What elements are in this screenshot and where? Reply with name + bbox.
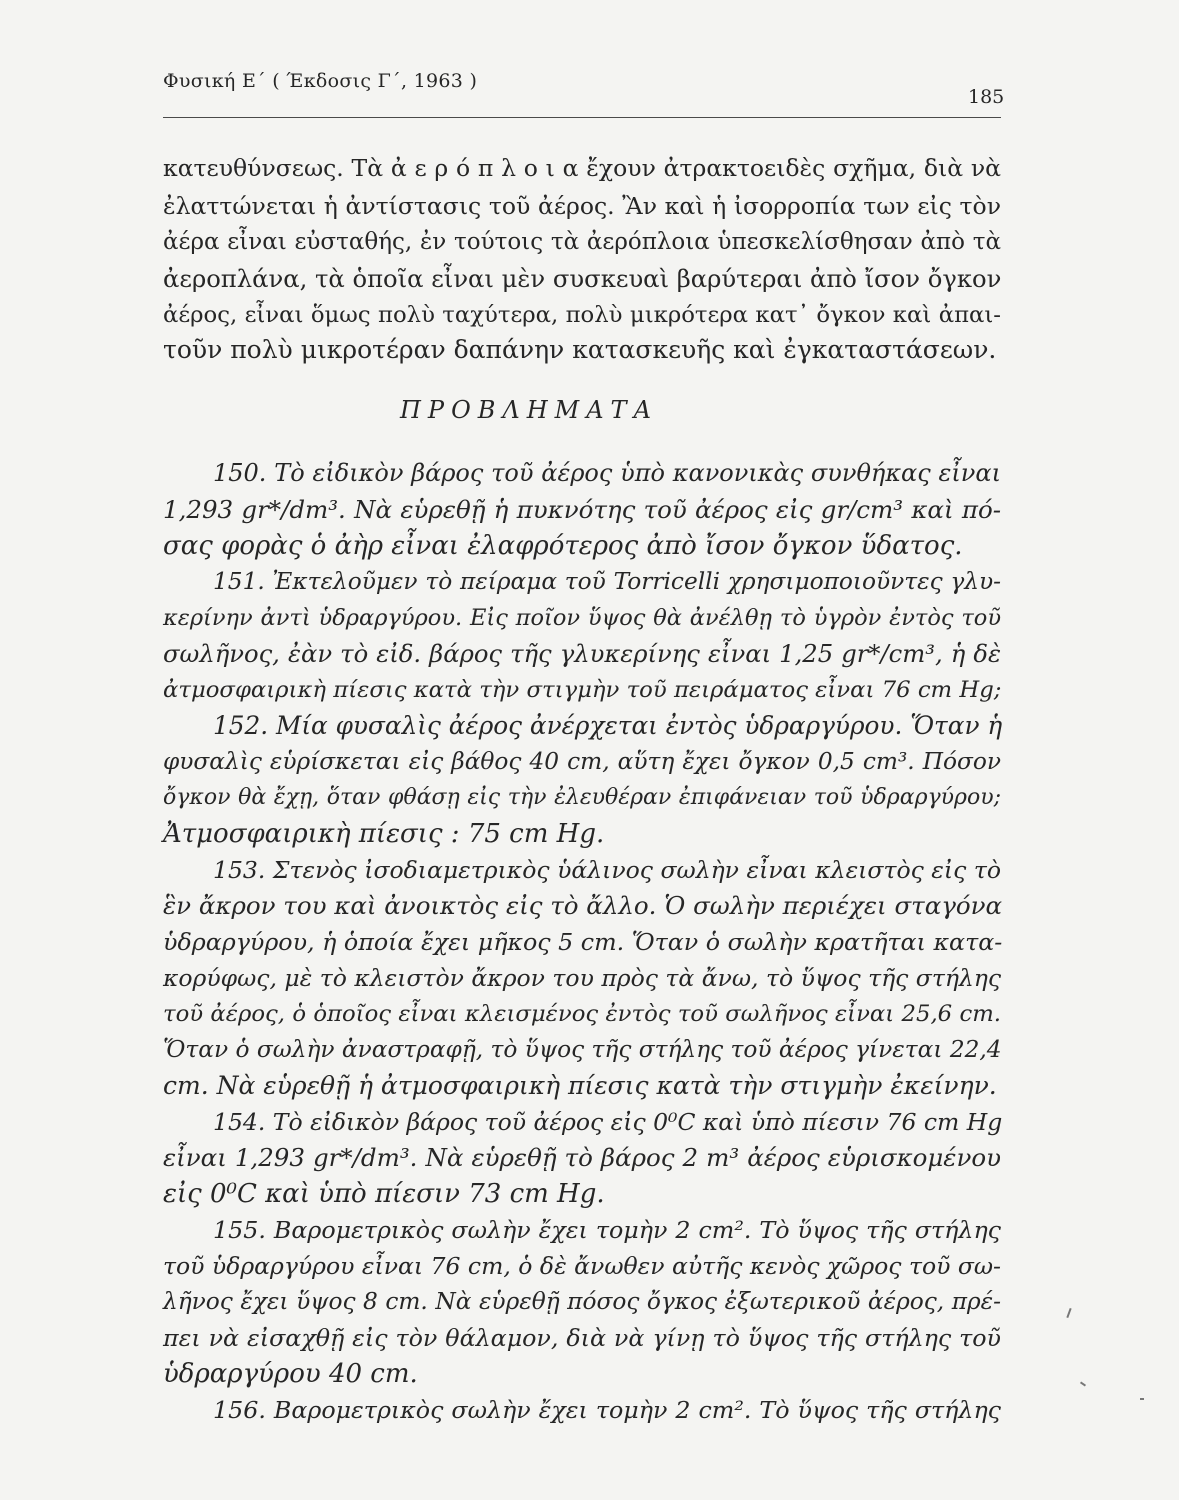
section-heading: ΠΡΟΒΛΗΜΑΤΑ (400, 396, 658, 424)
problem-154-line: 154. Τὸ εἰδικὸν βάρος τοῦ ἀέρος εἰς 0⁰C καὶ ὑπὸ πίεσιν 76 cm Hg (213, 1108, 1003, 1136)
problem-156-line: 156. Βαρομετρικὸς σωλὴν ἔχει τομὴν 2 cm². Τὸ ὕψος τῆς στήλης (213, 1396, 1001, 1424)
problem-152-line: 152. Μία φυσαλὶς ἀέρος ἀνέρχεται ἐντὸς ὑδραργύρου. Ὅταν ἡ (213, 711, 1003, 740)
text-line: ἀεροπλάνα, τὰ ὁποῖα εἶναι μὲν συσκευαὶ βαρύτεραι ἀπὸ ἴσον ὄγκον (163, 264, 1002, 293)
problem-152-line: ὄγκον θὰ ἔχῃ, ὅταν φθάσῃ εἰς τὴν ἐλευθέραν ἐπιφάνειαν τοῦ ὑδραργύρου; (163, 785, 1001, 810)
problem-150-line: σας φορὰς ὁ ἀὴρ εἶναι ἐλαφρότερος ἀπὸ ἴσον ὄγκον ὕδατος. (163, 531, 963, 561)
problem-151-line: 151. Ἐκτελοῦμεν τὸ πείραμα τοῦ Torricelli χρησιμοποιοῦντες γλυ- (213, 568, 1001, 595)
problem-153-line: ὑδραργύρου, ἡ ὁποία ἔχει μῆκος 5 cm. Ὅταν ὁ σωλὴν κρατῆται κατα- (163, 928, 1003, 956)
page-number: 185 (968, 86, 1005, 108)
problem-155-line: ὑδραργύρου 40 cm. (163, 1359, 418, 1389)
problem-153-line: κορύφως, μὲ τὸ κλειστὸν ἄκρον του πρὸς τὰ ἄνω, τὸ ὕψος τῆς στήλης (163, 964, 1002, 992)
problem-154-line: εἶναι 1,293 gr*/dm³. Νὰ εὑρεθῇ τὸ βάρος 2 m³ ἀέρος εὑρισκομένου (163, 1143, 1001, 1172)
text-line: ἀέρα εἶναι εὐσταθής, ἐν τούτοις τὰ ἀερόπλοια ὑπεσκελίσθησαν ἀπὸ τὰ (163, 229, 1001, 255)
problem-155-line: 155. Βαρομετρικὸς σωλὴν ἔχει τομὴν 2 cm². Τὸ ὕψος τῆς στήλης (213, 1216, 1001, 1244)
problem-154-line: εἰς 0⁰C καὶ ὑπὸ πίεσιν 73 cm Hg. (163, 1179, 605, 1209)
scan-speck (1080, 1381, 1086, 1386)
problem-151-line: ἀτμοσφαιρικὴ πίεσις κατὰ τὴν στιγμὴν τοῦ πειράματος εἶναι 76 cm Hg; (163, 677, 1002, 703)
text-line: ἀέρος, εἶναι ὅμως πολὺ ταχύτερα, πολὺ μικρότερα κατ᾽ ὄγκον καὶ ἀπαι- (163, 302, 1001, 328)
problem-150-line: 1,293 gr*/dm³. Νὰ εὑρεθῇ ἡ πυκνότης τοῦ ἀέρος εἰς gr/cm³ καὶ πό- (163, 495, 1001, 524)
text-line: κατευθύνσεως. Τὰ ἀ ε ρ ό π λ ο ι α ἔχουν ἀτρακτοειδὲς σχῆμα, διὰ νὰ (163, 154, 1001, 182)
problem-153-line: Ὅταν ὁ σωλὴν ἀναστραφῇ, τὸ ὕψος τῆς στήλης τοῦ ἀέρος γίνεται 22,4 (163, 1036, 1002, 1063)
problem-152-line: Ἀτμοσφαιρικὴ πίεσις : 75 cm Hg. (163, 819, 605, 849)
problem-151-line: κερίνην ἀντὶ ὑδραργύρου. Εἰς ποῖον ὕψος θὰ ἀνέλθῃ τὸ ὑγρὸν ἐντὸς τοῦ (163, 605, 1001, 631)
problem-151-line: σωλῆνος, ἐὰν τὸ εἰδ. βάρος τῆς γλυκερίνης εἶναι 1,25 gr*/cm³, ἡ δὲ (163, 639, 1001, 668)
header-rule (163, 117, 1001, 118)
problem-152-line: φυσαλὶς εὑρίσκεται εἰς βάθος 40 cm, αὕτη ἔχει ὄγκον 0,5 cm³. Πόσον (163, 748, 1001, 775)
problem-153-line: ἓν ἄκρον του καὶ ἀνοικτὸς εἰς τὸ ἄλλο. Ὁ σωλὴν περιέχει σταγόνα (163, 891, 1003, 920)
running-header: Φυσική Ε΄ ( Έκδοσις Γ΄, 1963 ) (163, 70, 478, 92)
problem-153-line: cm. Νὰ εὑρεθῇ ἡ ἀτμοσφαιρικὴ πίεσις κατὰ τὴν στιγμὴν ἐκείνην. (163, 1071, 997, 1100)
text-line: ἐλαττώνεται ἡ ἀντίστασις τοῦ ἀέρος. Ἂν καὶ ἡ ἰσορροπία των εἰς τὸν (163, 192, 1001, 220)
scan-speck (1066, 1308, 1071, 1318)
problem-150-line: 150. Τὸ εἰδικὸν βάρος τοῦ ἀέρος ὑπὸ κανονικὰς συνθήκας εἶναι (213, 459, 1001, 487)
scan-speck (1140, 1398, 1144, 1400)
problem-153-line: τοῦ ἀέρος, ὁ ὁποῖος εἶναι κλεισμένος ἐντὸς τοῦ σωλῆνος εἶναι 25,6 cm. (163, 1001, 1001, 1027)
problem-155-line: πει νὰ εἰσαχθῇ εἰς τὸν θάλαμον, διὰ νὰ γίνῃ τὸ ὕψος τῆς στήλης τοῦ (163, 1324, 1001, 1352)
problem-155-line: λῆνος ἔχει ὕψος 8 cm. Νὰ εὑρεθῇ πόσος ὄγκος ἐξωτερικοῦ ἀέρος, πρέ- (163, 1288, 1001, 1315)
problem-155-line: τοῦ ὑδραργύρου εἶναι 76 cm, ὁ δὲ ἄνωθεν αὐτῆς κενὸς χῶρος τοῦ σω- (163, 1252, 1001, 1280)
text-line: τοῦν πολὺ μικροτέραν δαπάνην κατασκευῆς καὶ ἐγκαταστάσεων. (163, 335, 997, 364)
problem-153-line: 153. Στενὸς ἰσοδιαμετρικὸς ὑάλινος σωλὴν εἶναι κλειστὸς εἰς τὸ (213, 856, 1001, 884)
